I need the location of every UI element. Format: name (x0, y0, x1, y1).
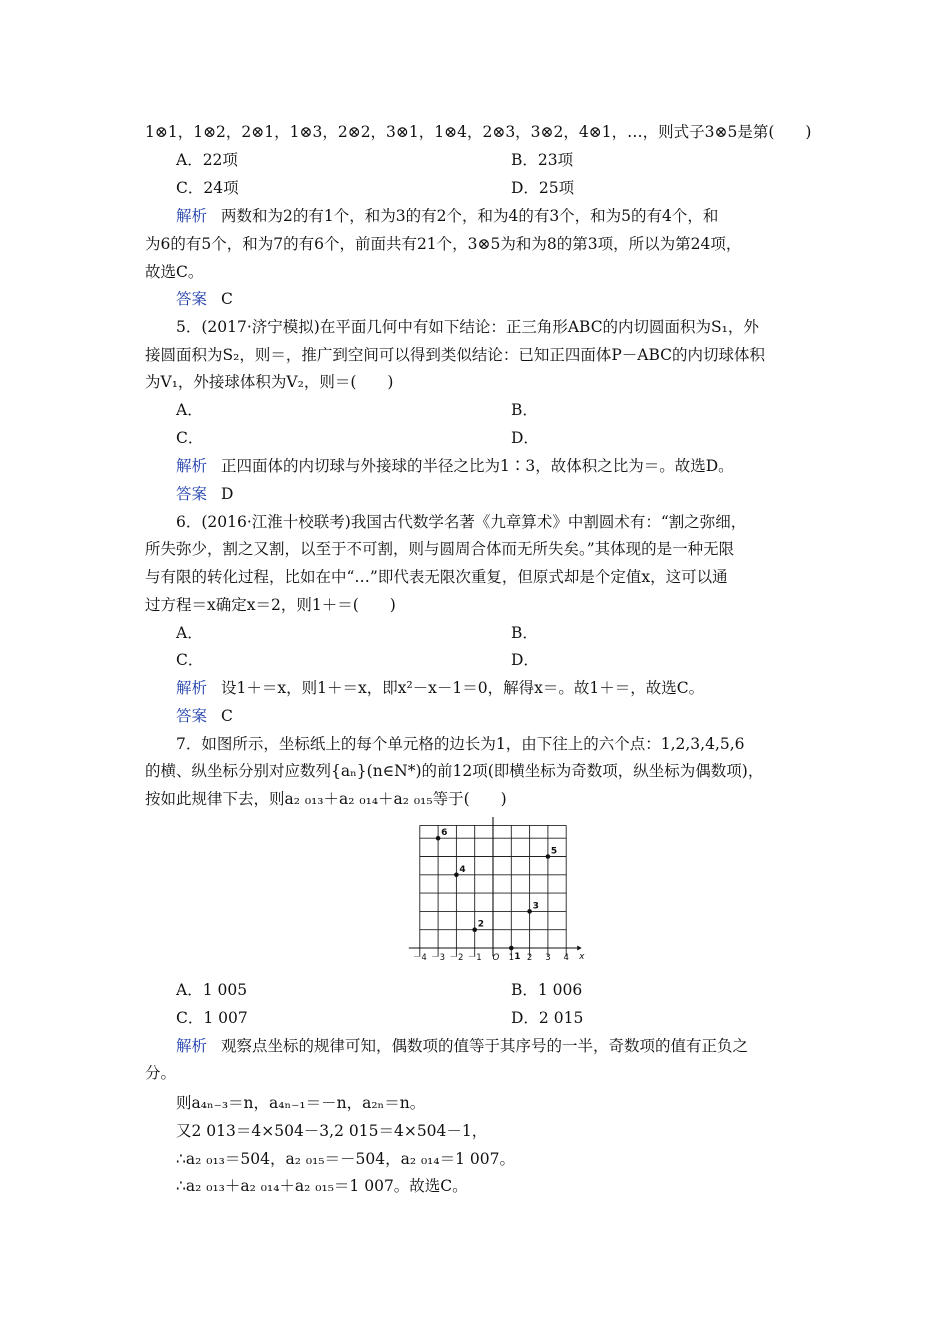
q4-answer-value: C (221, 290, 233, 308)
answer-tag: 答案 (176, 707, 208, 725)
q5-answer-value: D (221, 485, 234, 503)
point-4 (454, 873, 459, 878)
q6-answer-value: C (221, 707, 233, 725)
q5-analysis-text: 正四面体的内切球与外接球的半径之比为1∶3，故体积之比为＝。故选D。 (221, 457, 734, 475)
point-1 (509, 946, 514, 951)
q5-answer (176, 484, 233, 504)
q6-option-d: D． (511, 651, 539, 669)
x-tick-label: －4 (412, 953, 427, 963)
q6-stem-line-3: 与有限的转化过程，比如在中“…”即代表无限次重复，但原式却是个定值x，这可以通 (145, 568, 728, 586)
point-5 (546, 854, 551, 859)
q5-option-a: A． (176, 401, 203, 419)
q6-stem-line-2: 所失弥少，割之又割，以至于不可割，则与圆周合体而无所失矣。”其体现的是一种无限 (145, 540, 735, 558)
x-tick-label: －1 (467, 953, 482, 963)
q6-stem-line-1: 6．(2016·江淮十校联考)我国古代数学名著《九章算术》中割圆术有：“割之弥细， (176, 513, 747, 531)
q5-stem-line-1: 5．(2017·济宁模拟)在平面几何中有如下结论：正三角形ABC的内切圆面积为S₁，外 (176, 318, 759, 336)
q7-analysis-text: 观察点坐标的规律可知，偶数项的值等于其序号的一半，奇数项的值有正负之 (221, 1037, 749, 1055)
axis-tick-labels (413, 953, 569, 963)
q6-option-c: C． (176, 651, 204, 669)
analysis-tag: 解析 (176, 457, 208, 475)
point-label-6: 6 (441, 828, 448, 839)
sequence-points (436, 828, 557, 962)
q5-stem-line-2: 接圆面积为S₂，则＝，推广到空间可以得到类似结论：已知正四面体P－ABC的内切球体积 (145, 346, 765, 364)
q6-option-a: A． (176, 624, 203, 642)
x-tick-label: －2 (449, 953, 464, 963)
q4-option-c: C．24项 (176, 179, 239, 197)
answer-tag: 答案 (176, 290, 208, 308)
x-tick-label: 1 (508, 953, 515, 963)
q7-step-2: 又2 013＝4×504－3,2 015＝4×504－1， (176, 1122, 488, 1140)
coordinate-grid-figure (402, 817, 588, 969)
q4-analysis-line-1 (176, 206, 718, 226)
x-axis-arrow (577, 946, 582, 951)
q7-analysis-line-2: 分。 (145, 1064, 177, 1082)
q6-analysis-text: 设1＋＝x，则1＋＝x，即x²－x－1＝0，解得x＝。故1＋＝，故选C。 (221, 679, 705, 697)
q7-option-d: D．2 015 (511, 1009, 584, 1027)
q7-option-b: B．1 006 (511, 981, 583, 999)
q7-stem-line-2: 的横、纵坐标分别对应数列{aₙ}(n∈N*)的前12项(即横坐标为奇数项，纵坐标为偶数项)， (145, 762, 764, 780)
q7-stem-line-3: 按如此规律下去，则a₂ ₀₁₃＋a₂ ₀₁₄＋a₂ ₀₁₅等于( ) (145, 790, 507, 808)
q6-option-b: B． (511, 624, 538, 642)
q4-option-d: D．25项 (511, 179, 575, 197)
point-label-3: 3 (532, 901, 539, 912)
q5-option-c: C． (176, 429, 204, 447)
x-axis-label: x (579, 952, 585, 962)
point-6 (436, 836, 441, 841)
q5-stem-line-3: 为V₁，外接球体积为V₂，则＝( ) (145, 373, 394, 391)
q4-option-b: B．23项 (511, 151, 574, 169)
q5-option-d: D． (511, 429, 539, 447)
x-tick-label: O (492, 953, 500, 963)
q5-analysis (176, 456, 734, 476)
q4-answer (176, 289, 233, 309)
point-3 (527, 909, 532, 914)
point-2 (472, 927, 477, 932)
q6-stem-line-4: 过方程＝x确定x＝2，则1＋＝( ) (145, 596, 396, 614)
q7-stem-line-1: 7．如图所示，坐标纸上的每个单元格的边长为1，由下往上的六个点：1,2,3,4,5,6 (176, 735, 745, 753)
point-label-2: 2 (477, 919, 484, 930)
q7-option-a: A．1 005 (176, 981, 248, 999)
q6-answer (176, 706, 233, 726)
q7-step-3: ∴a₂ ₀₁₃＝504，a₂ ₀₁₅＝－504，a₂ ₀₁₄＝1 007。 (176, 1150, 515, 1168)
x-tick-label: －3 (431, 953, 446, 963)
point-label-4: 4 (459, 864, 466, 875)
point-label-5: 5 (550, 846, 558, 857)
q7-option-c: C．1 007 (176, 1009, 248, 1027)
analysis-tag: 解析 (176, 679, 208, 697)
q4-option-a: A．22项 (176, 151, 238, 169)
x-tick-label: 2 (526, 953, 533, 963)
q5-option-b: B． (511, 401, 538, 419)
x-tick-label: 3 (545, 953, 551, 963)
q7-step-4: ∴a₂ ₀₁₃＋a₂ ₀₁₄＋a₂ ₀₁₅＝1 007。故选C。 (176, 1177, 468, 1195)
answer-tag: 答案 (176, 485, 208, 503)
x-tick-label: 4 (563, 953, 569, 963)
q4-analysis-text: 两数和为2的有1个，和为3的有2个，和为4的有3个，和为5的有4个，和 (221, 207, 719, 225)
analysis-tag: 解析 (176, 207, 208, 225)
q4-analysis-line-2: 为6的有5个，和为7的有6个，前面共有21个，3⊗5为和为8的第3项，所以为第24项， (145, 235, 742, 253)
point-label-1: 1 (514, 952, 521, 962)
q7-step-1: 则a₄ₙ₋₃＝n，a₄ₙ₋₁＝－n，a₂ₙ＝n。 (176, 1094, 426, 1112)
analysis-tag: 解析 (176, 1037, 208, 1055)
q7-analysis-line-1 (176, 1036, 748, 1056)
q4-analysis-line-3: 故选C。 (145, 263, 204, 281)
q6-analysis (176, 678, 704, 698)
q4-stem: 1⊗1，1⊗2，2⊗1，1⊗3，2⊗2，3⊗1，1⊗4，2⊗3，3⊗2，4⊗1，…，则式子3⊗5是第( ) (145, 123, 812, 141)
